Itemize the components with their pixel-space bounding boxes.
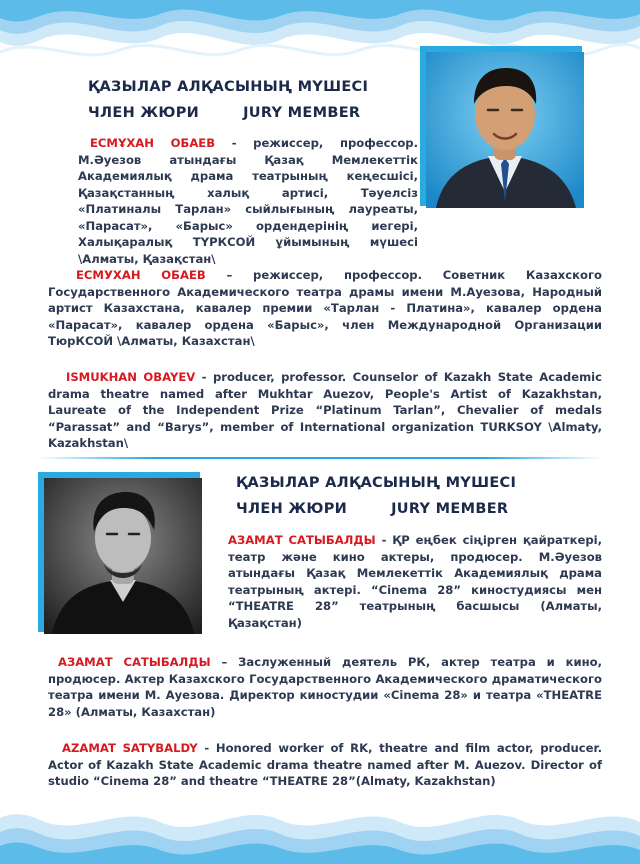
member1-text-ru: – режиссер, профессор. Советник Казахского Государственного Академического театра драмы имени М.Ауезова, Народный артист Казахстана, кавалер премии «Тарлан - Платина», кавалер ордена «Парасат», кавалер ордена «Барыс», член Международной Организации ТюрКСОЙ \Алматы, Казахстан\ bbox=[48, 268, 602, 348]
member1-heading-ru: ЧЛЕН ЖЮРИ bbox=[88, 105, 200, 121]
member1-text-en: - producer, professor. Counselor of Kazakh State Academic drama theatre named after Mukhtar Auezov, People's Artist of Kazakhstan, Laureate of the Independent Prize “Platinum Tarlan”, Chevalier of medals “Parassat” and “Barys”, member of International organization TURKSOY \Almaty, Kazakhstan\ bbox=[48, 370, 603, 450]
member2-portrait-photo bbox=[44, 478, 202, 634]
member2-photo-frame bbox=[44, 478, 204, 636]
member2-text-ru: – Заслуженный деятель РК, актер театра и кино, продюсер. Актер Казахского Государственного Академического драматического театра имени М. Ауезова. Директор киностудии «Cinema 28» и театра «THEATRE 28» (Алматы, Казахстан) bbox=[48, 655, 602, 719]
member2-text-kz: - ҚР еңбек сіңірген қайраткері, театр және кино актеры, продюсер. М.Әуезов атындағы Қазақ Мемлекеттік Академиялық драма театрының актері. “Cinema 28” киностудиясы мен “THEATRE 28” театрының басшысы (Алматы, Қазақстан) bbox=[228, 533, 602, 630]
member2-bio-kz bbox=[228, 532, 602, 631]
section-divider bbox=[36, 457, 604, 459]
member1-bio-en bbox=[48, 369, 602, 452]
member2-name-ru: АЗАМАТ САТЫБАЛДЫ bbox=[58, 655, 211, 669]
member2-heading-kz: ҚАЗЫЛАР АЛҚАСЫНЫҢ МҮШЕСІ bbox=[236, 475, 517, 491]
member1-photo-frame bbox=[426, 52, 586, 210]
member1-heading bbox=[88, 74, 368, 126]
member2-heading-en: JURY MEMBER bbox=[391, 501, 509, 517]
bottom-wave-decoration bbox=[0, 792, 640, 864]
member2-heading bbox=[236, 470, 516, 522]
member2-name-kz: АЗАМАТ САТЫБАЛДЫ bbox=[228, 533, 376, 547]
member1-bio-kz bbox=[78, 135, 418, 267]
member2-text-en: - Honored worker of RK, theatre and film actor, producer. Actor of Kazakh State Academic drama theatre named after M. Auezov. Director of studio “Cinema 28” and theatre “THEATRE 28”(Almaty, Kazakhstan) bbox=[48, 741, 602, 788]
member1-bio-ru bbox=[48, 267, 602, 350]
member1-heading-en: JURY MEMBER bbox=[243, 105, 361, 121]
member2-heading-ru: ЧЛЕН ЖЮРИ bbox=[236, 501, 348, 517]
member1-heading-kz: ҚАЗЫЛАР АЛҚАСЫНЫҢ МҮШЕСІ bbox=[88, 79, 369, 95]
member1-portrait-photo bbox=[426, 52, 584, 208]
member2-name-en: AZAMAT SATYBALDY bbox=[62, 741, 198, 755]
member1-name-kz: ЕСМҰХАН ОБАЕВ bbox=[90, 136, 216, 150]
member1-name-ru: ЕСМУХАН ОБАЕВ bbox=[76, 268, 206, 282]
member2-bio-en bbox=[48, 740, 602, 790]
member2-bio-ru bbox=[48, 654, 602, 720]
member1-name-en: ISMUKHAN OBAYEV bbox=[66, 370, 196, 384]
member1-text-kz: - режиссер, профессор. М.Әуезов атындағы Қазақ Мемлекеттік Академиялық драма театрының кеңесшісі, Қазақстанның халық артисі, Тәуелсіз «Платиналы Тарлан» сыйлығының лауреаты, «Парасат», «Барыс» ордендерінің иегері, Халықаралық ТҮРКСОЙ ұйымының мүшесі \Алматы, Қазақстан\ bbox=[78, 136, 418, 266]
